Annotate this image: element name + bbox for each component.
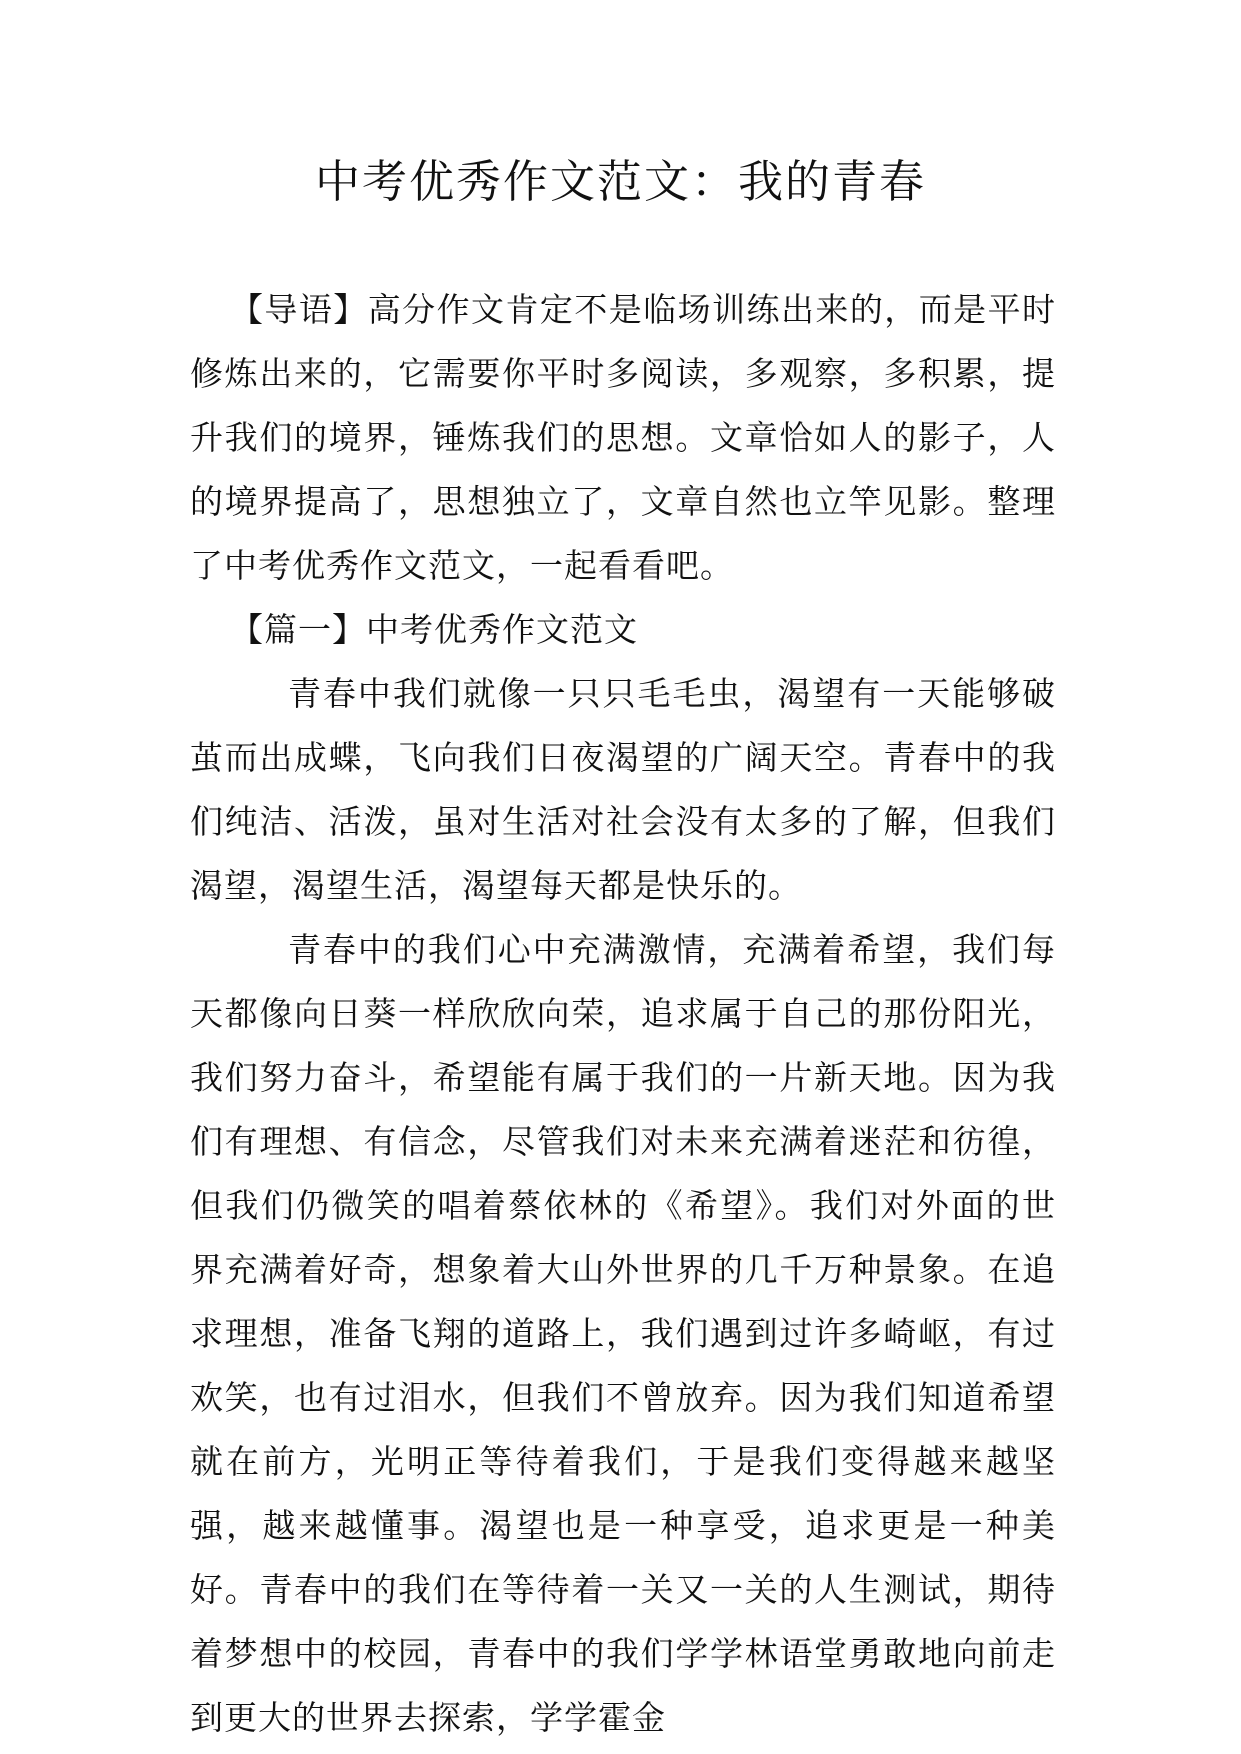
section-heading: 【篇一】中考优秀作文范文	[230, 610, 638, 649]
intro-paragraph: 【导语】高分作文肯定不是临场训练出来的，而是平时修炼出来的，它需要你平时多阅读，多观察，多积累，提升我们的境界，锤炼我们的思想。文章恰如人的影子，人的境界提高了，思想独立了，文章自然也立竿见影。整理了中考优秀作文范文，一起看看吧。	[190, 290, 1056, 585]
document-body	[190, 278, 1056, 1750]
document-title: 中考优秀作文范文：我的青春	[314, 155, 926, 208]
body-paragraph-1: 青春中我们就像一只只毛毛虫，渴望有一天能够破茧而出成蝶，飞向我们日夜渴望的广阔天空。青春中的我们纯洁、活泼，虽对生活对社会没有太多的了解，但我们渴望，渴望生活，渴望每天都是快乐的。	[190, 674, 1056, 905]
body-paragraph-2: 青春中的我们心中充满激情，充满着希望，我们每天都像向日葵一样欣欣向荣，追求属于自己的那份阳光，我们努力奋斗，希望能有属于我们的一片新天地。因为我们有理想、有信念，尽管我们对未来充满着迷茫和彷徨，但我们仍微笑的唱着蔡依林的《希望》。我们对外面的世界充满着好奇，想象着大山外世界的几千万种景象。在追求理想，准备飞翔的道路上，我们遇到过许多崎岖，有过欢笑，也有过泪水，但我们不曾放弃。因为我们知道希望就在前方，光明正等待着我们，于是我们变得越来越坚强，越来越懂事。渴望也是一种享受，追求更是一种美好。青春中的我们在等待着一关又一关的人生测试，期待着梦想中的校园，青春中的我们学学林语堂勇敢地向前走到更大的世界去探索，学学霍金	[190, 930, 1056, 1737]
